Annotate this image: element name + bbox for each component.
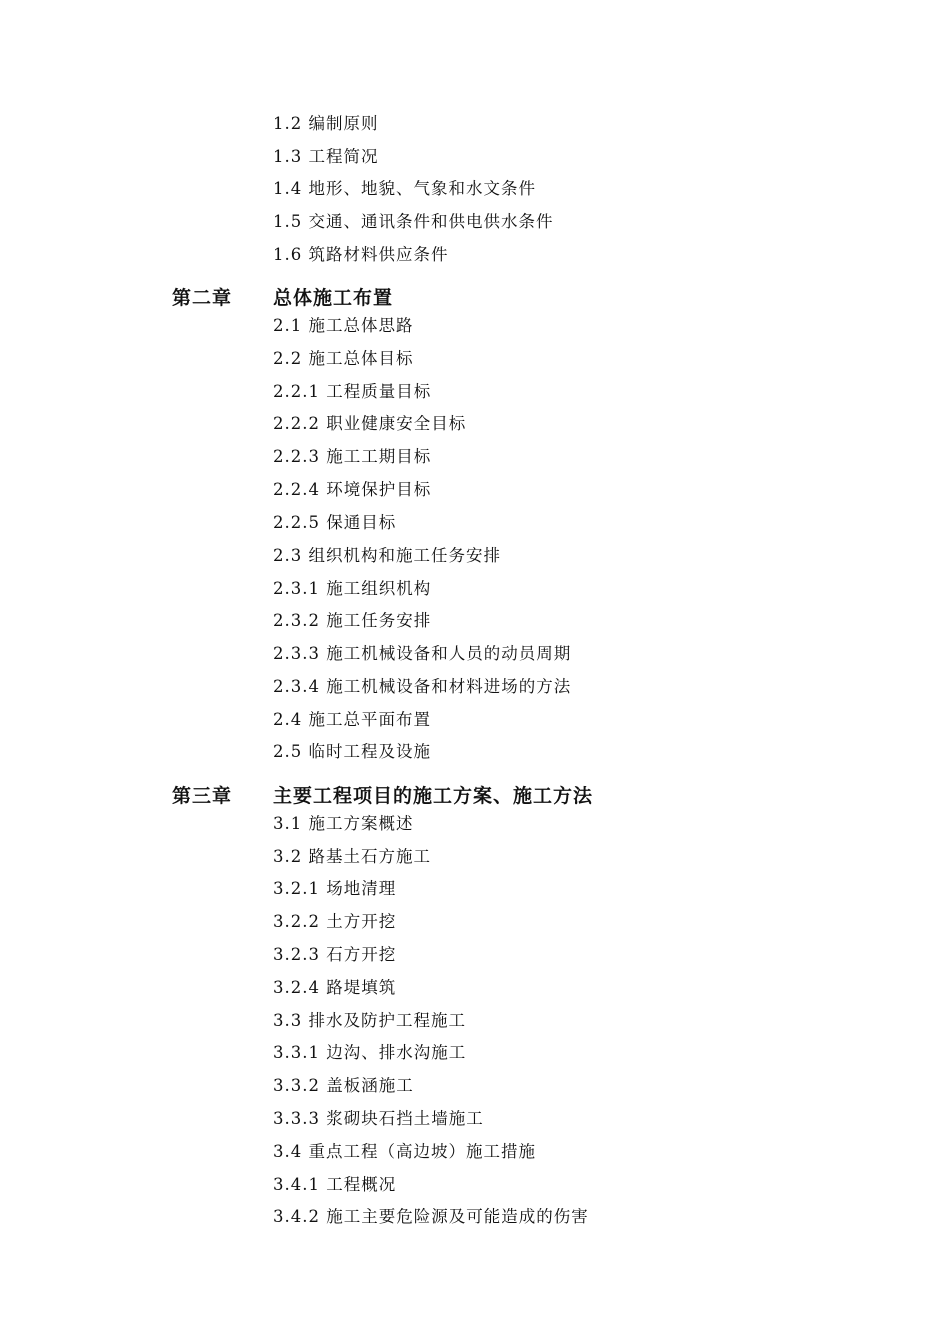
toc-entry: 2.1 施工总体思路 [273, 316, 414, 335]
toc-entry: 1.5 交通、通讯条件和供电供水条件 [273, 212, 554, 231]
toc-entry: 2.2 施工总体目标 [273, 349, 414, 368]
toc-entry: 3.1 施工方案概述 [273, 814, 414, 833]
toc-entry: 3.3.1 边沟、排水沟施工 [273, 1043, 467, 1062]
toc-entry: 2.2.2 职业健康安全目标 [273, 414, 467, 433]
toc-entry: 2.4 施工总平面布置 [273, 710, 431, 729]
toc-entry: 3.3.2 盖板涵施工 [273, 1076, 414, 1095]
toc-entry: 1.4 地形、地貌、气象和水文条件 [273, 179, 536, 198]
chapter-number: 第二章 [172, 287, 233, 309]
toc-entry: 3.2.3 石方开挖 [273, 945, 397, 964]
toc-entry: 3.2.2 土方开挖 [273, 912, 397, 931]
toc-entry: 3.2.1 场地清理 [273, 879, 397, 898]
toc-entry: 2.3.3 施工机械设备和人员的动员周期 [273, 644, 572, 663]
toc-entry: 2.5 临时工程及设施 [273, 742, 431, 761]
toc-entry: 2.3.2 施工任务安排 [273, 611, 432, 630]
toc-entry: 3.3.3 浆砌块石挡土墙施工 [273, 1109, 484, 1128]
toc-entry: 2.3 组织机构和施工任务安排 [273, 546, 501, 565]
toc-entry: 2.2.3 施工工期目标 [273, 447, 432, 466]
toc-entry: 1.6 筑路材料供应条件 [273, 245, 449, 264]
chapter-title: 总体施工布置 [273, 287, 394, 309]
toc-entry: 3.4.1 工程概况 [273, 1175, 397, 1194]
toc-entry: 2.3.1 施工组织机构 [273, 579, 432, 598]
toc-entry: 1.3 工程简况 [273, 147, 379, 166]
chapter-heading-2 [172, 287, 393, 309]
toc-entry: 2.2.4 环境保护目标 [273, 480, 432, 499]
chapter-heading-3 [172, 785, 593, 807]
toc-entry: 2.2.5 保通目标 [273, 513, 397, 532]
toc-entry: 2.2.1 工程质量目标 [273, 382, 432, 401]
toc-entry: 3.4 重点工程（高边坡）施工措施 [273, 1142, 536, 1161]
toc-entry: 3.2.4 路堤填筑 [273, 978, 397, 997]
chapter-number: 第三章 [172, 785, 233, 807]
toc-entry: 3.2 路基土石方施工 [273, 847, 431, 866]
chapter-title: 主要工程项目的施工方案、施工方法 [273, 785, 594, 807]
toc-entry: 3.4.2 施工主要危险源及可能造成的伤害 [273, 1207, 589, 1226]
toc-entry: 1.2 编制原则 [273, 114, 379, 133]
toc-entry: 2.3.4 施工机械设备和材料进场的方法 [273, 677, 572, 696]
toc-entry: 3.3 排水及防护工程施工 [273, 1011, 466, 1030]
